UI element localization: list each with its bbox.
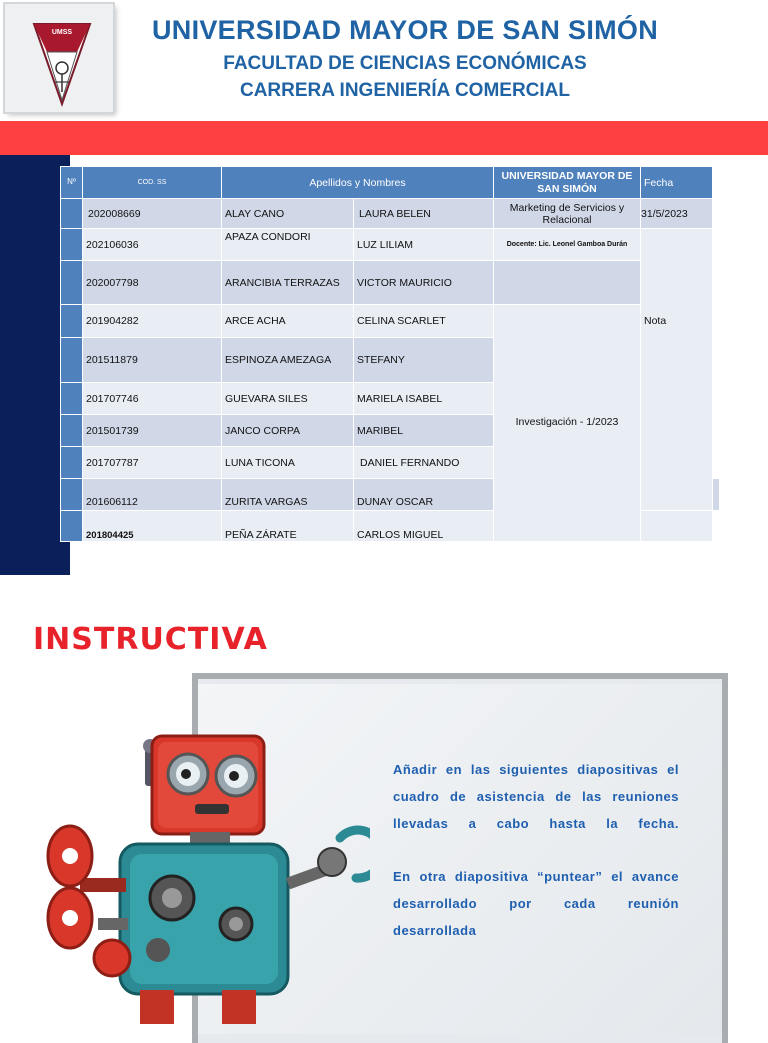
header-university: UNIVERSIDAD MAYOR DE SAN SIMÓN [494,167,641,199]
code-cell: 201707746 [83,383,222,415]
code-cell: 202007798 [83,261,222,305]
faculty-title: FACULTAD DE CIENCIAS ECONÓMICAS [223,53,587,74]
name-cell: VICTOR MAURICIO [354,261,494,305]
row-number-cell [61,261,83,305]
name-cell: MARIBEL [354,415,494,447]
instruction-paragraph-2: En otra diapositiva “puntear” el avance desarrollado por cada reunión desarrollada [393,869,679,938]
name-cell: LUZ LILIAM [354,229,494,261]
date-cell: 31/5/2023 [641,199,713,229]
university-logo [5,4,113,112]
row-number-cell [61,305,83,338]
surname-cell: PEÑA ZÁRATE [222,511,354,542]
row-number-cell [61,338,83,383]
surname-cell: ARANCIBIA TERRAZAS [222,261,354,305]
header-code: COD. SS [83,167,222,199]
svg-text:UMSS: UMSS [51,29,73,36]
row-number-cell [61,229,83,261]
code-cell: 201511879 [83,338,222,383]
career-title: CARRERA INGENIERÍA COMERCIAL [239,80,571,101]
grade-cell: Nota [641,229,713,511]
header-names: Apellidos y Nombres [222,167,494,199]
surname-cell: GUEVARA SILES [222,383,354,415]
table-row [61,229,720,261]
surname-cell: JANCO CORPA [222,415,354,447]
surname-cell: ZURITA VARGAS [222,479,354,511]
header-date: Fecha [641,167,713,199]
name-cell: CARLOS MIGUEL [354,511,494,542]
robot-illustration-icon [40,728,370,1024]
surname-cell: LUNA TICONA [222,447,354,479]
surname-cell: ARCE ACHA [222,305,354,338]
attendance-table [60,166,720,542]
table-row [61,305,720,338]
row-number-cell [61,447,83,479]
research-cell: Investigación - 1/2023 [494,305,641,542]
teacher-cell: Docente: Lic. Leonel Gamboa Durán [494,229,641,261]
code-cell: 201501739 [83,415,222,447]
code-cell: 202008669 [83,199,222,229]
name-cell: MARIELA ISABEL [354,383,494,415]
row-number-cell [61,511,83,542]
empty-cell [713,479,720,511]
code-cell: 201904282 [83,305,222,338]
code-cell: 201707787 [83,447,222,479]
table-header-row [61,167,720,199]
subject-cell: Marketing de Servicios y Relacional [494,199,641,229]
red-banner [0,121,768,155]
instructiva-title: INSTRUCTIVA [33,622,268,657]
name-cell: DANIEL FERNANDO [354,447,494,479]
table-row [61,261,720,305]
empty-cell [494,261,641,305]
empty-cell [641,511,713,542]
name-cell: LAURA BELEN [354,199,494,229]
code-cell: 201804425 [83,511,222,542]
row-number-cell [61,383,83,415]
surname-cell: ESPINOZA AMEZAGA [222,338,354,383]
code-cell: 201606112 [83,479,222,511]
row-number-cell [61,199,83,229]
instruction-paragraph-1: Añadir en las siguientes diapositivas el cuadro de asistencia de las reuniones llevadas a cabo hasta la fecha. [393,762,679,831]
surname-cell: ALAY CANO [222,199,354,229]
umss-shield-icon [5,4,113,112]
code-cell: 202106036 [83,229,222,261]
university-title: UNIVERSIDAD MAYOR DE SAN SIMÓN [151,15,659,45]
row-number-cell [61,415,83,447]
surname-cell: APAZA CONDORI [222,229,354,261]
name-cell: DUNAY OSCAR [354,479,494,511]
header-num: Nº [61,167,83,199]
name-cell: STEFANY [354,338,494,383]
row-number-cell [61,479,83,511]
table-row [61,199,720,229]
name-cell: CELINA SCARLET [354,305,494,338]
